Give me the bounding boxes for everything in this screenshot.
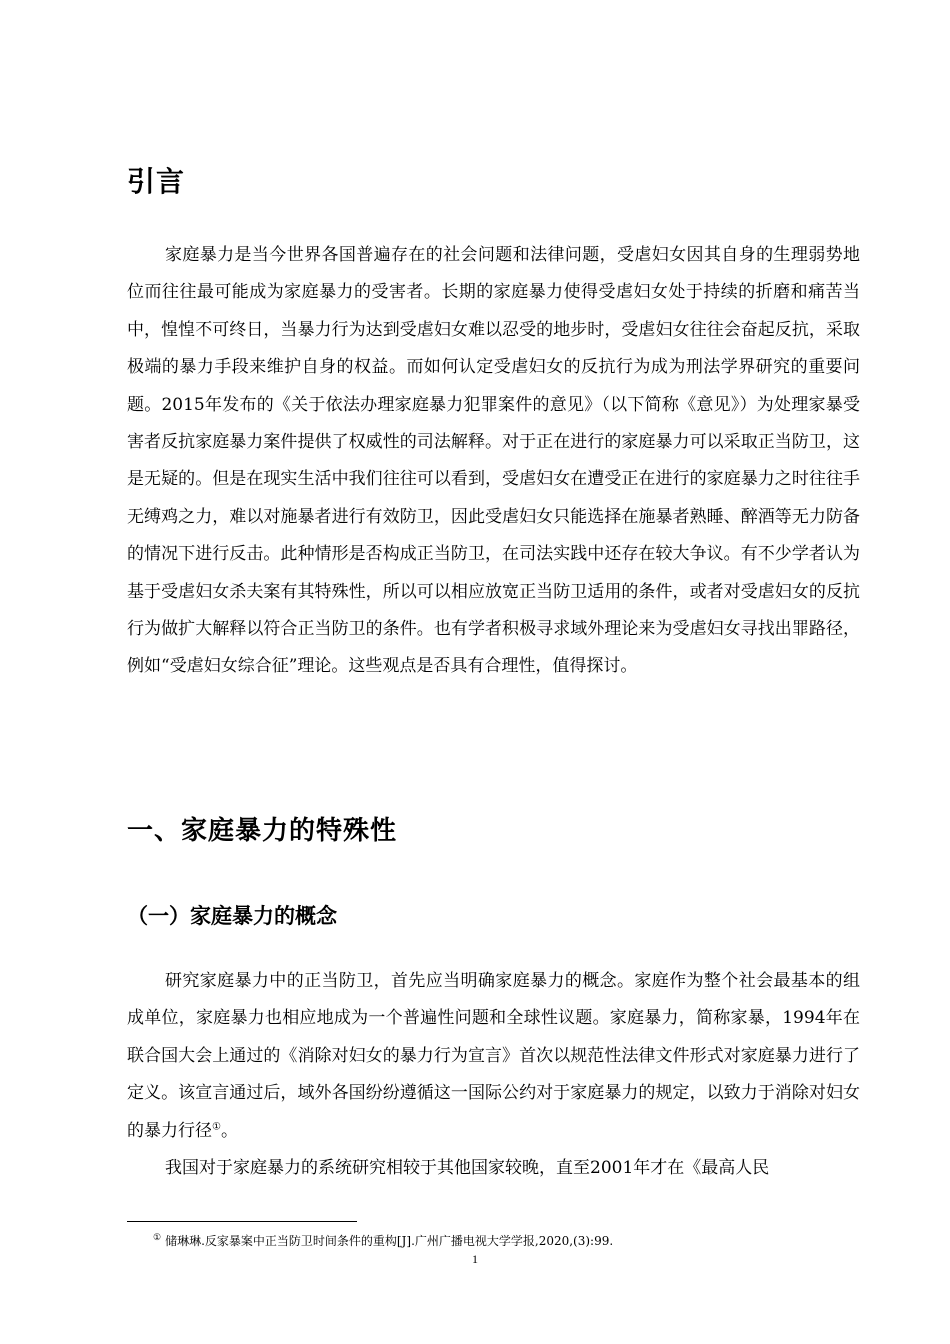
footnote-separator xyxy=(127,1221,357,1222)
intro-paragraph: 家庭暴力是当今世界各国普遍存在的社会问题和法律问题，受虐妇女因其自身的生理弱势地位而往往最可能成为家庭暴力的受害者。长期的家庭暴力使得受虐妇女处于持续的折磨和痛苦当中，惶惶不可终日，当暴力行为达到受虐妇女难以忍受的地步时，受虐妇女往往会奋起反抗，采取极端的暴力手段来维护自身的权益。而如何认定受虐妇女的反抗行为成为刑法学界研究的重要问题。2015年发布的《关于依法办理家庭暴力犯罪案件的意见》（以下简称《意见》）为处理家暴受害者反抗家庭暴力案件提供了权威性的司法解释。对于正在进行的家庭暴力可以采取正当防卫，这是无疑的。但是在现实生活中我们往往可以看到，受虐妇女在遭受正在进行的家庭暴力之时往往手无缚鸡之力，难以对施暴者进行有效防卫，因此受虐妇女只能选择在施暴者熟睡、醉酒等无力防备的情况下进行反击。此种情形是否构成正当防卫，在司法实践中还存在较大争议。有不少学者认为基于受虐妇女杀夫案有其特殊性，所以可以相应放宽正当防卫适用的条件，或者对受虐妇女的反抗行为做扩大解释以符合正当防卫的条件。也有学者积极寻求域外理论来为受虐妇女寻找出罪路径，例如“受虐妇女综合征”理论。这些观点是否具有合理性，值得探讨。 xyxy=(127,245,860,677)
footnote-reference[interactable]: ① xyxy=(212,1120,221,1132)
section-1-1-paragraph-1 xyxy=(127,963,860,1150)
heading-introduction: 引言 xyxy=(127,165,186,198)
section-1-1-paragraph-2: 我国对于家庭暴力的系统研究相较于其他国家较晚，直至2001年才在《最高人民 xyxy=(165,1158,770,1178)
heading-section-1: 一、家庭暴力的特殊性 xyxy=(127,816,398,846)
page-number: 1 xyxy=(472,1252,478,1266)
paragraph-text: 研究家庭暴力中的正当防卫，首先应当明确家庭暴力的概念。家庭作为整个社会最基本的组成单位，家庭暴力也相应地成为一个普遍性问题和全球性议题。家庭暴力，简称家暴，1994年在联合国大会上通过的《消除对妇女的暴力行为宣言》首次以规范性法律文件形式对家庭暴力进行了定义。该宣言通过后，域外各国纷纷遵循这一国际公约对于家庭暴力的规定，以致力于消除对妇女的暴力行径 xyxy=(127,971,860,1141)
footnote-mark: ① xyxy=(153,1233,162,1243)
footnote xyxy=(153,1232,613,1250)
paragraph-end-punctuation: 。 xyxy=(220,1120,238,1141)
heading-section-1-1: （一）家庭暴力的概念 xyxy=(127,904,337,928)
footnote-text: 储琳琳.反家暴案中正当防卫时间条件的重构[J].广州广播电视大学学报,2020,(3):99. xyxy=(165,1234,614,1248)
